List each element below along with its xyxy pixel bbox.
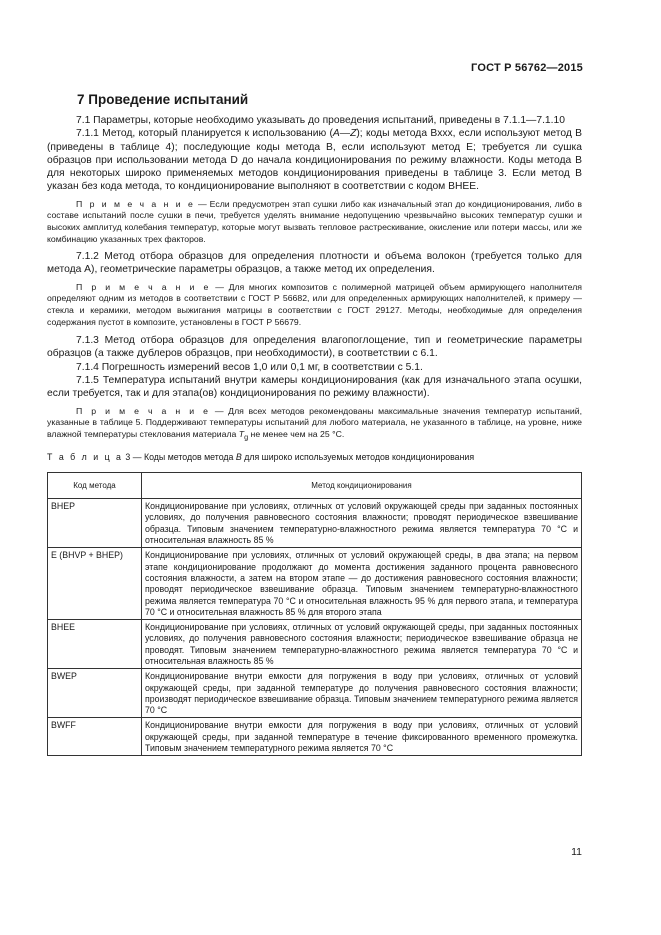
table-row bbox=[48, 499, 582, 548]
p7-1-1-italic: A—Z bbox=[332, 128, 357, 140]
p7-1-1-text-b: ); коды метода Bxxx, если используют метод В (приведены в таблице 4); последующие коды метода В, если используют метод Е; требуется ли сушка образцов при использовании метода D до начала кондиционирования по режиму влажности. Коды метода В для некоторых широко применяемых методов кондиционирования приведены в таблице 3. Если метод В указан без кода метода, то кондиционирование выполняют в соответствии с кодом ВНЕЕ. bbox=[47, 128, 582, 193]
standard-header: ГОСТ Р 56762—2015 bbox=[471, 62, 583, 74]
p7-1-1-text-a: 7.1.1 Метод, который планируется к использованию ( bbox=[76, 128, 333, 140]
row-code: E (BHVP + BHEP) bbox=[48, 548, 142, 620]
note-1-text: — Если предусмотрен этап сушки либо как изначальный этап до кондиционирования, либо в составе испытаний после сушки в печи, требуется уделять внимание недопущению чрезвычайно высоких температур сушки и высоких амплитуд колебания температур, которые могут вызвать тепловое растрескивание, окисление или потери массы, или же комбинацию указанных трех факторов. bbox=[47, 198, 582, 244]
paragraph-7-1-2: 7.1.2 Метод отбора образцов для определения плотности и объема волокон (требуется только для метода А), геометрические параметры образцов, а также метод их определения. bbox=[47, 251, 582, 276]
note-2-label: П р и м е ч а н и е bbox=[76, 281, 211, 292]
row-code: BWFF bbox=[48, 718, 142, 756]
paragraph-7-1-3: 7.1.3 Метод отбора образцов для определения влагопоглощение, тип и геометрические параметры образцов (а также дублеров образцов, при необходимости), в соответствии с 6.1. bbox=[47, 335, 582, 360]
paragraph-7-1-5: 7.1.5 Температура испытаний внутри камеры кондиционирования (как для изначального этапа осушки, если требуется, так и для этапа(ов) кондиционирования по режиму влажности). bbox=[47, 375, 582, 400]
table-caption-label: Т а б л и ц а bbox=[47, 452, 123, 463]
note-3-text-a: — Для всех методов рекомендованы максимальные значения температур испытаний, указанные в таблице 5. Поддерживают температуры испытаний для любого материала, не указанного в таблице, на уровне, ниже влажной температуры стеклования материала bbox=[47, 405, 582, 439]
row-description: Кондиционирование внутри емкости для погружения в воду при условиях, отличных от условий окружающей среды, при заданной температуре в течение фиксированного временного промежутка. Типовым значением температурного режима является 70 °С bbox=[142, 718, 582, 756]
header-method: Метод кондиционирования bbox=[142, 473, 582, 499]
note-2 bbox=[47, 282, 582, 328]
note-3-label: П р и м е ч а н и е bbox=[76, 405, 211, 416]
row-description: Кондиционирование при условиях, отличных от условий окружающей среды, в два этапа; на первом этапе кондиционирование продолжают до момента достижения заданного процента равновесного состояния влажности, а затем на втором этапе — до достижения равновесного состояния влажности; проводят периодическое взвешивание образца. Типовым значением температурно-влажностного режима является температура 70 °С и относительная влажность 95 % для первого этапа, и температура 70 °С и относительная влажность 85 % для второго этапа bbox=[142, 548, 582, 620]
row-code: BHEP bbox=[48, 499, 142, 548]
note-2-text: — Для многих композитов с полимерной матрицей объем армирующего наполнителя определяют одним из методов в соответствии с ГОСТ Р 56682, или для определенных армирующих наполнителей, к примеру — стекла и керамики, методом выжигания матрицы в соответствии с ГОСТ 29127. Методы, необходимые для определения содержания пустот в композите, установлены в ГОСТ Р 56679. bbox=[47, 281, 582, 327]
note-3 bbox=[47, 406, 582, 444]
paragraph-7-1-1 bbox=[47, 127, 582, 193]
section-title: 7 Проведение испытаний bbox=[77, 92, 249, 107]
document-body bbox=[47, 114, 582, 756]
table-row bbox=[48, 718, 582, 756]
method-codes-table bbox=[47, 472, 582, 756]
table-caption-num: 3 — Коды методов метода bbox=[122, 452, 236, 463]
paragraph-7-1: 7.1 Параметры, которые необходимо указывать до проведения испытаний, приведены в 7.1.1—7.1.10 bbox=[76, 115, 565, 126]
table-caption-italic: В bbox=[235, 452, 242, 463]
row-code: BHEE bbox=[48, 620, 142, 669]
row-code: BWEP bbox=[48, 669, 142, 718]
page-number: 11 bbox=[571, 846, 582, 858]
note-3-text-b: не менее чем на 25 °С. bbox=[248, 428, 345, 439]
note-1 bbox=[47, 199, 582, 245]
header-code: Код метода bbox=[48, 473, 142, 499]
table-caption-rest: для широко используемых методов кондиционирования bbox=[241, 452, 475, 463]
row-description: Кондиционирование при условиях, отличных от условий окружающей среды при заданных постоянных условиях, до получения равновесного состояния влажности; проводят периодическое взвешивание образца. Типовым значением температурно-влажностного режима является температура 70 °С и относительная влажность 85 % bbox=[142, 499, 582, 548]
table-header-row bbox=[48, 473, 582, 499]
paragraph-7-1-4: 7.1.4 Погрешность измерений весов 1,0 или 0,1 мг, в соответствии с 5.1. bbox=[76, 361, 423, 373]
table-row bbox=[48, 669, 582, 718]
row-description: Кондиционирование при условиях, отличных от условий окружающей среды, при заданных постоянных условиях, до получения равновесного состояния влажности; периодическое взвешивание образца не проводят. Типовым значением температурно-влажностного режима является температура 70 °С и относительная влажность 85 % bbox=[142, 620, 582, 669]
table-row bbox=[48, 620, 582, 669]
note-3-t-symbol: T bbox=[238, 428, 245, 439]
row-description: Кондиционирование внутри емкости для погружения в воду при условиях, отличных от условий окружающей среды, при заданной температуре до получения равновесного состояния влажности; производят периодическое взвешивание образца. Типовым значением температурного режима является 70 °С bbox=[142, 669, 582, 718]
table-caption bbox=[47, 452, 582, 462]
table-row bbox=[48, 548, 582, 620]
note-1-label: П р и м е ч а н и е bbox=[76, 198, 196, 209]
note-3-t-subscript: g bbox=[244, 432, 249, 442]
